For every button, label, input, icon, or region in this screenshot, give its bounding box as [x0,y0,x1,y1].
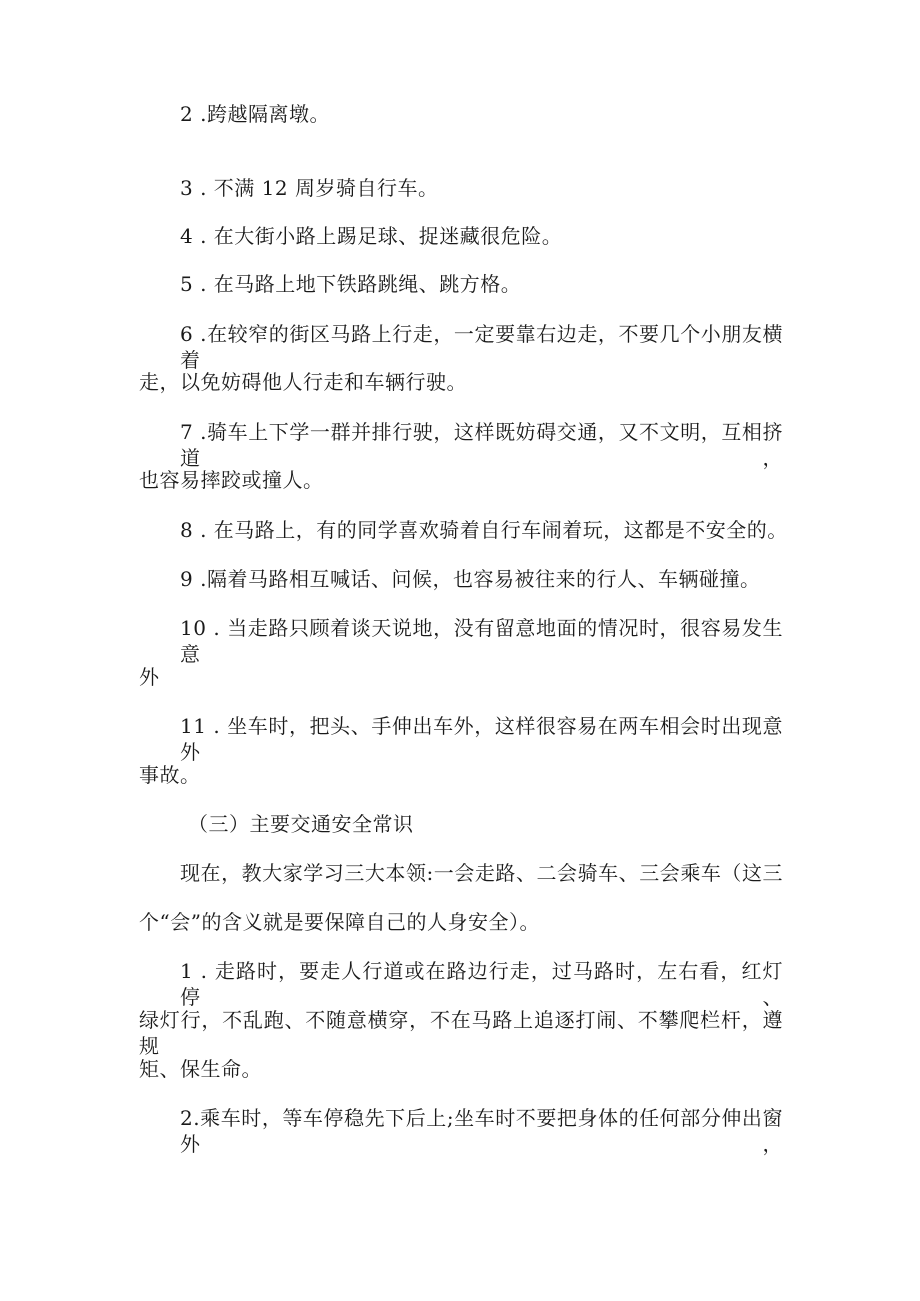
item-2-line: 2 .跨越隔离墩。 [180,102,330,126]
item-10-line-1: 10 . 当走路只顾着谈天说地，没有留意地面的情况时，很容易发生意 [180,616,783,666]
tip-1-line-3: 矩、保生命。 [139,1057,262,1081]
item-7-line-1: 7 .骑车上下学一群并排行驶，这样既妨碍交通，又不文明，互相挤道， [180,420,783,470]
tip-1-line-1: 1 . 走路时，要走人行道或在路边行走，过马路时，左右看，红灯停、 [180,959,783,1009]
item-8-line: 8 . 在马路上，有的同学喜欢骑着自行车闹着玩，这都是不安全的。 [180,518,788,542]
item-7-line-2: 也容易摔跤或撞人。 [139,468,324,492]
item-11-line-1: 11 . 坐车时，把头、手伸出车外，这样很容易在两车相会时出现意外 [180,714,783,764]
item-10-line-2: 外 [139,665,160,689]
section-heading: （三）主要交通安全常识 [188,812,414,836]
intro-line-1: 现在，教大家学习三大本领:一会走路、二会骑车、三会乘车（这三 [180,861,783,885]
item-3-line: 3 . 不满 12 周岁骑自行车。 [180,176,439,200]
tip-1-line-2: 绿灯行，不乱跑、不随意横穿，不在马路上追逐打闹、不攀爬栏杆，遵规 [139,1008,783,1058]
item-6-line-2: 走，以免妨碍他人行走和车辆行驶。 [139,370,467,394]
item-6-line-1: 6 .在较窄的街区马路上行走，一定要靠右边走，不要几个小朋友横着 [180,322,783,372]
item-9-line: 9 .隔着马路相互喊话、问候，也容易被往来的行人、车辆碰撞。 [180,567,761,591]
item-11-line-2: 事故。 [139,763,201,787]
item-4-line: 4 . 在大街小路上踢足球、捉迷藏很危险。 [180,224,563,248]
tip-2-line-1: 2.乘车时，等车停稳先下后上;坐车时不要把身体的任何部分伸出窗外， [180,1106,783,1156]
item-5-line: 5 . 在马路上地下铁路跳绳、跳方格。 [180,272,522,296]
intro-line-2: 个“会”的含义就是要保障自己的人身安全）。 [139,910,540,934]
